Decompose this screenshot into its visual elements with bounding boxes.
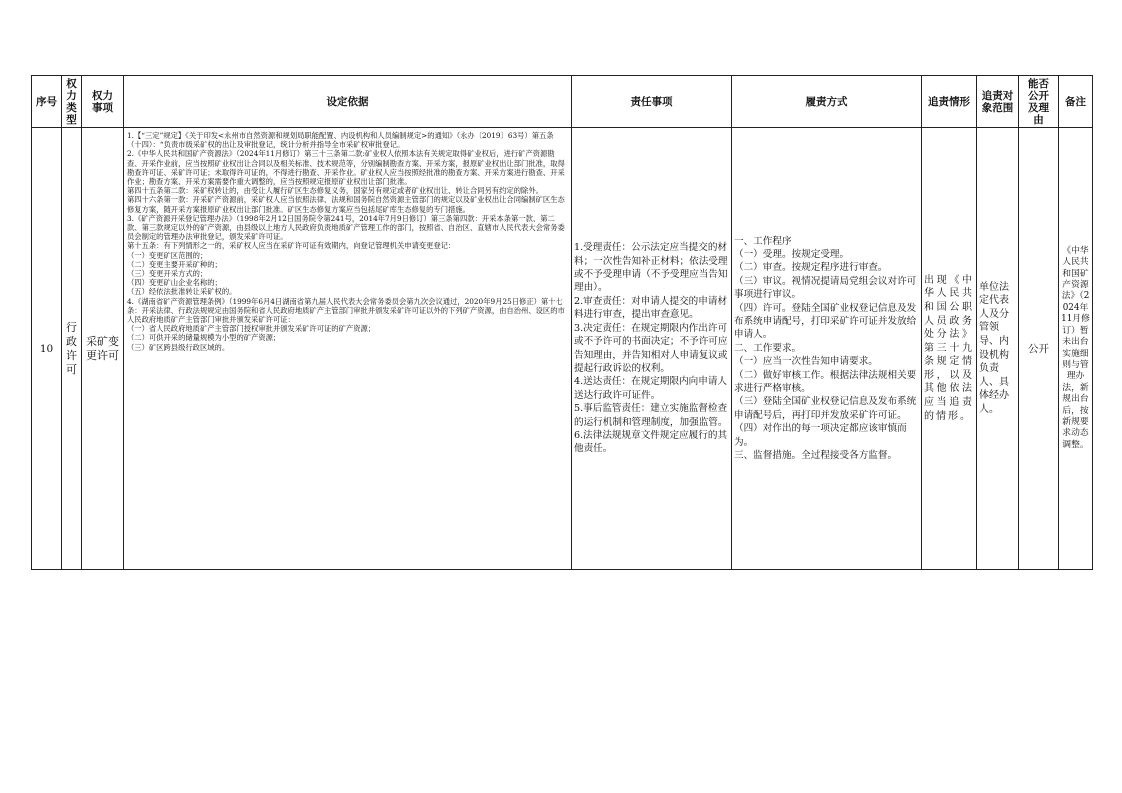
power-list-table xyxy=(31,75,1093,570)
basis-paragraph: （二）可供开采的储量规模为小型的矿产资源； xyxy=(127,333,281,343)
header-duty-method: 履责方式 xyxy=(732,76,922,128)
responsibility-item: 1.受理责任：公示法定应当提交的材料；一次性告知补正材料；依法受理或不予受理申请（不予受理应当告知理由）。 xyxy=(574,242,728,294)
header-power-type: 权力类型 xyxy=(62,76,82,128)
basis-paragraph: 第十五条：有下列情形之一的，采矿权人应当在采矿许可证有效期内，向登记管理机关申请变更登记： xyxy=(127,241,456,251)
row-remarks: 《中华人民共和国矿产资源法》（2024年11月修订）暂未出台实施细则与管理办法，新规出台后，按新规要求动态调整。 xyxy=(1059,128,1093,570)
duty-item: （二）做好审核工作。根据法律法规相关要求进行严格审核。 xyxy=(734,369,917,395)
header-basis: 设定依据 xyxy=(124,76,572,128)
basis-paragraph: （五）经依法批准转让采矿权的。 xyxy=(127,287,237,297)
header-power-item: 权力事项 xyxy=(82,76,124,128)
row-power-type: 行政许可 xyxy=(62,128,82,570)
duty-item: （二）审查。按规定程序进行审查。 xyxy=(734,262,888,274)
basis-paragraph: 2.《中华人民共和国矿产资源法》（2024年11月修订）第三十三条第二款:矿业权人依照本法有关规定取得矿业权后，进行矿产资源勘查、开采作业前，应当按照矿业权出让合同以及相关标准、技术规范等，分别编制勘查方案、开采方案，报原矿业权出让部门批准，取得勘查许可证、采矿许可证；未取得许可证的，不得进行勘查、开采作业。矿业权人应当按照经批准的勘查方案、开采方案进行勘查、开采作业；勘查方案、开采方案需要作重大调整的，应当按照规定报原矿业权出让部门批准。 xyxy=(127,149,565,187)
row-responsibility xyxy=(572,128,732,570)
duty-item: 三、监督措施。全过程接受各方监督。 xyxy=(734,450,898,462)
header-accountability: 追责情形 xyxy=(922,76,977,128)
basis-paragraph: （三）矿区跨县级行政区域的。 xyxy=(127,342,230,352)
responsibility-item: 6.法律法规规章文件规定应履行的其他责任。 xyxy=(574,429,728,455)
header-responsibility: 责任事项 xyxy=(572,76,732,128)
responsibility-item: 2.审查责任：对申请人提交的申请材料进行审查，提出审查意见。 xyxy=(574,295,728,321)
row-accountability: 出现《中华人民共和国公职人员政务处分法》第三十九条规定情形，以及其他依法应当追责的情形。 xyxy=(922,128,977,570)
row-target: 单位法定代表人及分管领导、内设机构负责人、具体经办人。 xyxy=(977,128,1019,570)
header-remarks: 备注 xyxy=(1059,76,1093,128)
header-seq: 序号 xyxy=(32,76,62,128)
duty-item: 二、工作要求。 xyxy=(734,342,802,354)
row-publicity: 公开 xyxy=(1019,128,1059,570)
header-target: 追责对象范围 xyxy=(977,76,1019,128)
duty-item: （三）审议。视情况提请局党组会议对许可事项进行审议。 xyxy=(734,275,917,301)
responsibility-item: 3.决定责任：在规定期限内作出许可或不予许可的书面决定；不予许可应告知理由，并告知相对人申请复议或提起行政诉讼的权利。 xyxy=(574,322,728,374)
row-duty-method xyxy=(732,128,922,570)
basis-paragraph: （二）变更主要开采矿种的； xyxy=(127,259,222,269)
duty-item: （一）应当一次性告知申请要求。 xyxy=(734,356,878,368)
basis-paragraph: （三）变更开采方式的； xyxy=(127,269,208,279)
table-header xyxy=(32,76,1093,128)
basis-paragraph: 1.【“三定”规定】《关于印发<永州市自然资源和规划局职能配置、内设机构和人员编制规定>的通知》（永办〔2019〕63号）第五条（十四）：“负责市级采矿权的出让及审批登记，统计分析并指导全市采矿权审批登记。 xyxy=(127,131,554,150)
responsibility-item: 4.送达责任：在规定期限内向申请人送达行政许可证件。 xyxy=(574,376,728,401)
row-power-item: 采矿变更许可 xyxy=(82,128,124,570)
row-basis xyxy=(124,128,572,570)
duty-item: （四）许可。登陆全国矿业权登记信息及发布系统申请配号，打印采矿许可证并发放给申请人。 xyxy=(734,302,917,341)
basis-paragraph: （四）变更矿山企业名称的； xyxy=(127,278,222,288)
duty-item: （四）对作出的每一项决定都应该审慎而为。 xyxy=(734,423,907,448)
table-row xyxy=(32,128,1093,570)
basis-paragraph: （一）变更矿区范围的； xyxy=(127,250,208,260)
responsibility-item: 5.事后监管责任：建立实施监督检查的运行机制和管理制度，加强监管。 xyxy=(574,403,728,428)
row-seq: 10 xyxy=(32,128,62,570)
basis-paragraph: 4.《湖南省矿产资源管理条例》（1999年6月4日湖南省第九届人民代表大会常务委员会第九次会议通过，2020年9月25日修正）第十七条：开采法律、行政法规规定由国务院和省人民政府地质矿产主管部门审批并颁发采矿许可证以外的下列矿产资源，由自治州、设区的市人民政府地质矿产主管部门审批并颁发采矿许可证： xyxy=(127,296,565,325)
basis-paragraph: 3.《矿产资源开采登记管理办法》（1998年2月12日国务院令第241号，2014年7月9日修订）第三条第四款：开采本条第一款、第二款、第三款规定以外的矿产资源，由县级以上地方人民政府负责地质矿产管理工作的部门，按照省、自治区、直辖市人民代表大会常务委员会制定的管理办法审批登记，颁发采矿许可证。 xyxy=(127,213,565,242)
basis-paragraph: 第四十六条第一款：开采矿产资源前，采矿权人应当依照法律、法规和国务院自然资源主管部门的规定以及矿业权出让合同编制矿区生态修复方案，随开采方案报原矿业权出让部门批准。矿区生态修复方案应当包括尾矿库生态修复的专门措施。 xyxy=(127,195,565,214)
basis-paragraph: 第四十五条第二款：采矿权转让的，由受让人履行矿区生态修复义务，国家另有规定或者矿业权出让、转让合同另有约定的除外。 xyxy=(127,186,543,196)
duty-item: 一、工作程序 xyxy=(734,235,792,247)
duty-item: （三）登陆全国矿业权登记信息及发布系统申请配号后，再打印并发放采矿许可证。 xyxy=(734,396,917,421)
basis-paragraph: （一）省人民政府地质矿产主管部门授权审批并颁发采矿许可证的矿产资源； xyxy=(127,324,376,334)
duty-item: （一）受理。按规定受理。 xyxy=(734,248,850,260)
header-publicity: 能否公开及理由 xyxy=(1019,76,1059,128)
